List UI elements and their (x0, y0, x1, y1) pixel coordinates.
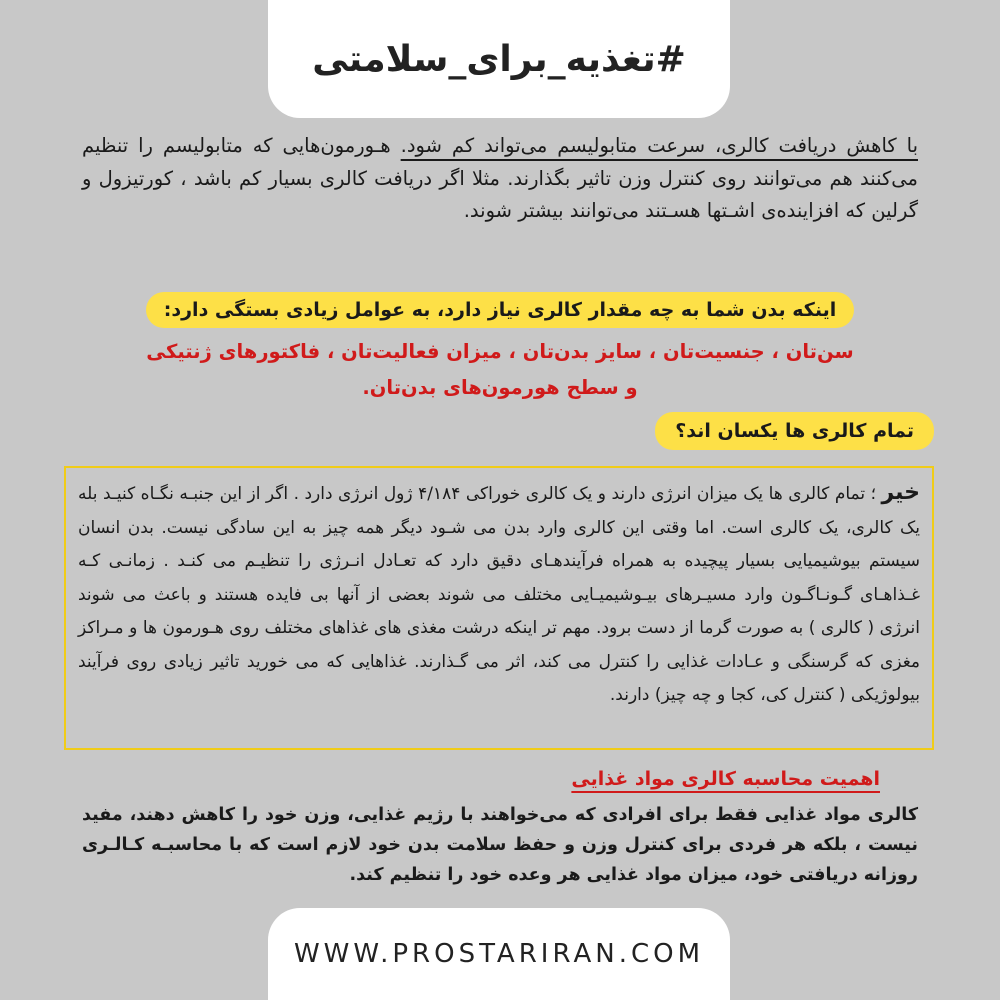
question-badge: تمام کالری ها یکسان اند؟ (655, 412, 934, 450)
section-text: کالری مواد غذایی فقط برای افرادی که می‌خواهند با رژیم غذایی، وزن خود را کاهش دهند، مفید نیست ، بلکه هر فردی برای کنترل وزن و حفظ سلامت بدن خود لازم است که با محاسبـه کـالـری روزانه دریافتی خود، میزان مواد غذایی هر وعده خود را تنظیم کند. (82, 805, 918, 885)
section-title: اهمیت محاسبه کالری مواد غذایی (571, 768, 880, 790)
title-card (268, 0, 730, 118)
factors-block (82, 292, 918, 406)
answer-box (64, 466, 934, 750)
intro-text: هـورمون‌هایی که متابولیسم را تنظیم می‌کنند هم می‌توانند روی کنترل وزن تاثیر بگذارند. مثلا اگر دریافت کالری بسیار کم باشد ، کورتیزول و گرلین که افزاینده‌ی اشـتها هسـتند می‌توانند بیشتر شوند. (82, 134, 918, 222)
website-card (268, 908, 730, 1000)
factors-heading: اینکه بدن شما به چه مقدار کالری نیاز دارد، به عوامل زیادی بستگی دارد: (146, 292, 854, 328)
answer-no: خیر (881, 480, 920, 505)
answer-text: ؛ تمام کالری ها یک میزان انرژی دارند و یک کالری خوراکی ۴/۱۸۴ ژول انرژی دارد . اگر از این جنبـه نگـاه کنیـد بله یک کالری، یک کالری است. اما وقتی این کالری وارد بدن می شـود دیگر همه چیز به این سادگی نیست. بدن انسان سیستم بیوشیمیایی بسیار پیچیده به همراه فرآیندهـای دقیق دارد که تعـادل انـرژی را تنظیـم می کنـد . زمانـی کـه غـذاهـای گـونـاگـون وارد مسیـرهای بیـوشیمیـایی مختلف می شوند بعضی از آنها بی فایده هستند و باعث می شوند انرژی ( کالری ) به صورت گرما از دست برود. مهم تر اینکه درشت مغذی های غذاهای مختلف روی هـورمون ها و مـراکز مغزی که گرسنگی و عـادات غذایی را کنترل می کند، اثر می گـذارند. غذاهایی که می خورید تاثیر زیادی روی فرآیند بیولوژیکی ( کنترل کی، کجا و چه چیز) دارند. (78, 484, 920, 705)
answer-paragraph (78, 476, 920, 713)
factors-line-1: سن‌تان ، جنسیت‌تان ، سایز بدن‌تان ، میزان فعالیت‌تان ، فاکتورهای ژنتیکی (146, 340, 854, 363)
intro-underlined-text: با کاهش دریافت کالری، سرعت متابولیسم می‌تواند کم شود. (400, 134, 918, 157)
factors-line-2: و سطح هورمون‌های بدن‌تان. (362, 376, 638, 399)
intro-paragraph (82, 130, 918, 228)
website-link[interactable]: WWW.PROSTARIRAN.COM (293, 939, 705, 969)
page-title: #تغذیه_برای_سلامتی (312, 38, 686, 80)
